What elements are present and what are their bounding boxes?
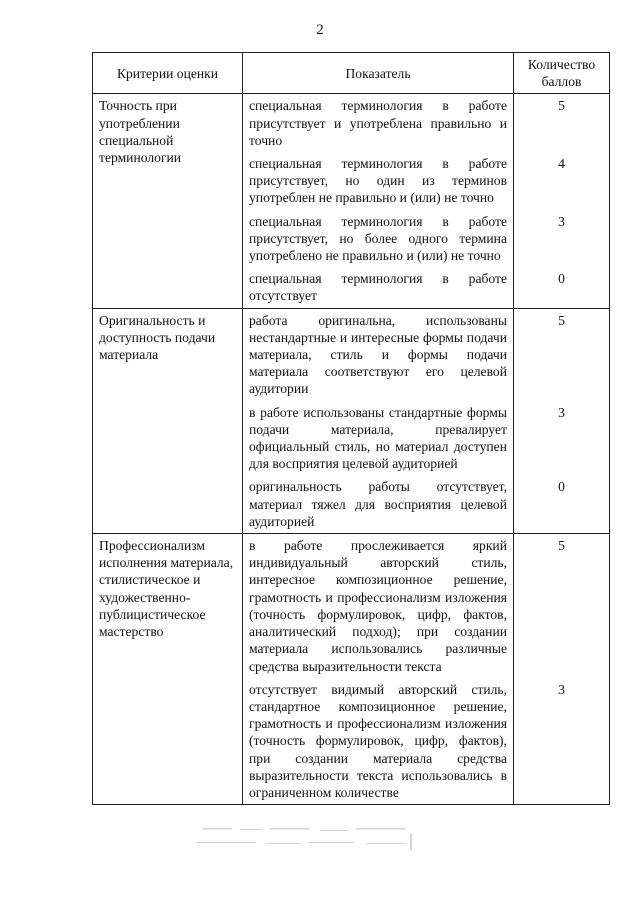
criterion-cell: Профессионализм исполнения материала, стилистическое и художественно-публицистическое мастерство	[93, 534, 243, 805]
indicator-cell: в работе прослеживается яркий индивидуальный авторский стиль, интересное композиционное решение, грамотность и профессионализм изложения (точность формулировок, цифр, фактов, аналитический подход); при создании материала использовались различные средства выразительности текста	[243, 534, 514, 678]
score-cell: 0	[514, 267, 610, 308]
score-cell: 5	[514, 94, 610, 152]
table-header-row	[93, 53, 610, 94]
table-row	[93, 308, 610, 401]
header-criteria: Критерии оценки	[93, 53, 243, 94]
page-number: 2	[316, 22, 324, 38]
score-cell: 4	[514, 152, 610, 210]
score-cell: 3	[514, 210, 610, 268]
criterion-cell: Точность при употреблении специальной терминологии	[93, 94, 243, 308]
score-cell: 3	[514, 678, 610, 805]
indicator-cell: специальная терминология в работе присутствует, но один из терминов употреблен не правильно и (или) не точно	[243, 152, 514, 210]
header-score: Количество баллов	[514, 53, 610, 94]
scan-artifact	[196, 820, 436, 860]
evaluation-criteria-table	[92, 52, 610, 805]
table-row	[93, 534, 610, 678]
indicator-cell: отсутствует видимый авторский стиль, стандартное композиционное решение, грамотность и профессионализм изложения (точность формулировок, цифр, фактов), при создании материала средства выразительности текста использовались в ограниченном количестве	[243, 678, 514, 805]
indicator-cell: в работе использованы стандартные формы подачи материала, превалирует официальный стиль, но материал доступен для восприятия целевой аудиторией	[243, 401, 514, 476]
indicator-cell: специальная терминология в работе присутствует и употреблена правильно и точно	[243, 94, 514, 152]
score-cell: 5	[514, 534, 610, 678]
score-cell: 0	[514, 475, 610, 533]
indicator-cell: специальная терминология в работе отсутствует	[243, 267, 514, 308]
score-cell: 3	[514, 401, 610, 476]
header-indicator: Показатель	[243, 53, 514, 94]
indicator-cell: работа оригинальна, использованы нестандартные и интересные формы подачи материала, стиль и формы подачи материала соответствуют его целевой аудитории	[243, 308, 514, 401]
score-cell: 5	[514, 308, 610, 401]
indicator-cell: оригинальность работы отсутствует, материал тяжел для восприятия целевой аудиторией	[243, 475, 514, 533]
indicator-cell: специальная терминология в работе присутствует, но более одного термина употреблено не правильно и (или) не точно	[243, 210, 514, 268]
table-row	[93, 94, 610, 152]
criterion-cell: Оригинальность и доступность подачи материала	[93, 308, 243, 533]
